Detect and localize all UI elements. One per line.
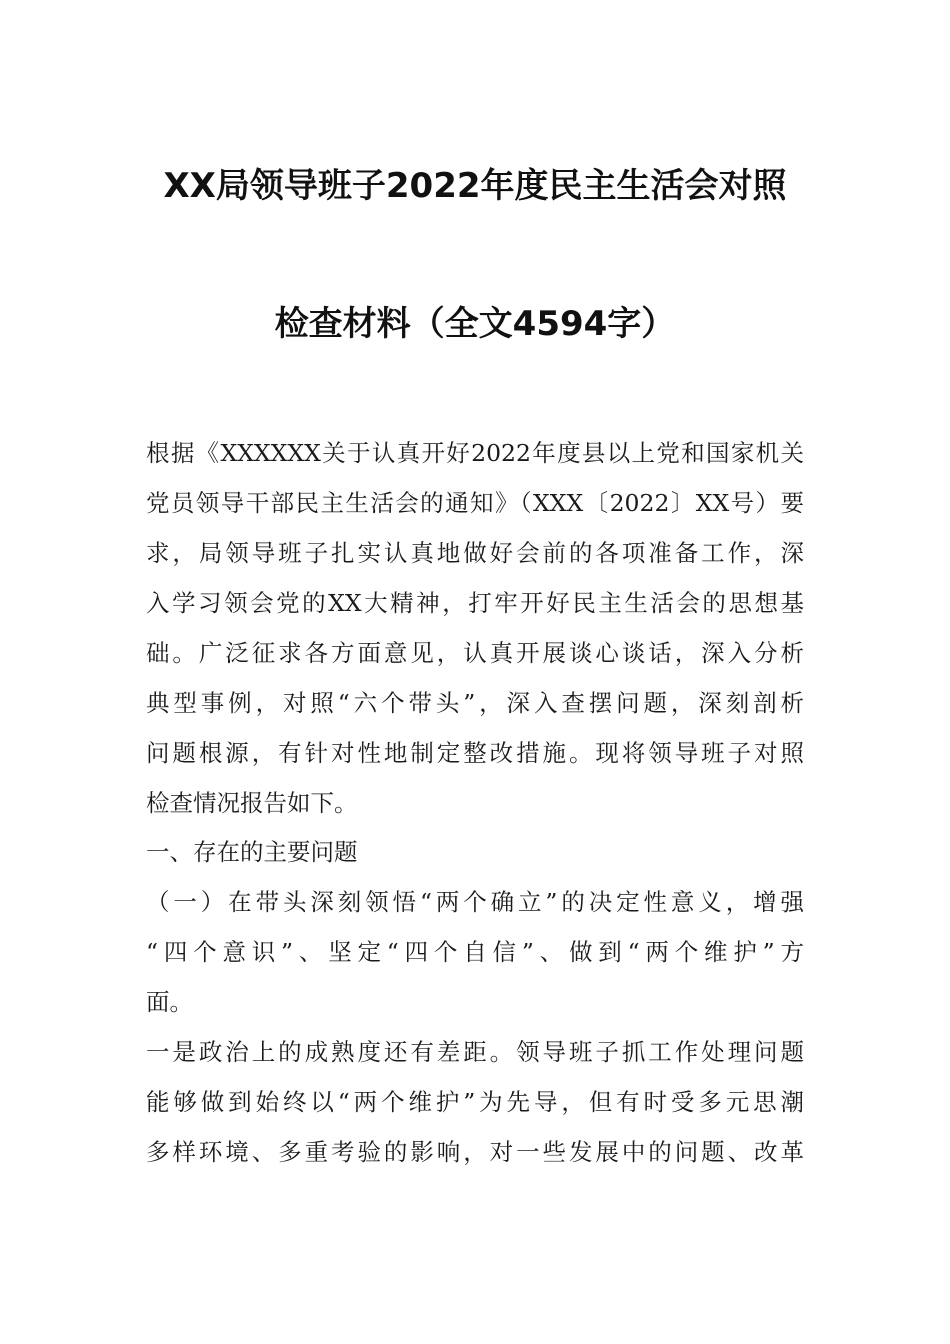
body-line: 党员领导干部民主生活会的通知》（XXX〔2022〕XX号）要 <box>146 489 804 517</box>
section-heading: 一、存在的主要问题 <box>146 838 358 866</box>
document-title-line-2: 检查材料（全文4594字） <box>274 304 676 344</box>
body-line: 检查情况报告如下。 <box>146 789 358 817</box>
body-line: 根据《XXXXXX关于认真开好2022年度县以上党和国家机关 <box>146 439 804 467</box>
body-line: 多样环境、多重考验的影响，对一些发展中的问题、改革 <box>146 1138 804 1166</box>
body-line: 求，局领导班子扎实认真地做好会前的各项准备工作，深 <box>146 539 804 567</box>
body-line: 问题根源，有针对性地制定整改措施。现将领导班子对照 <box>146 739 804 767</box>
subsection-heading: 面。 <box>146 988 193 1016</box>
subsection-heading: “四个意识”、坚定“四个自信”、做到“两个维护”方 <box>146 938 804 966</box>
document-title-line-1: XX局领导班子2022年度民主生活会对照 <box>163 166 787 206</box>
body-line: 典型事例，对照“六个带头”，深入查摆问题，深刻剖析 <box>146 689 804 717</box>
subsection-heading: （一）在带头深刻领悟“两个确立”的决定性意义，增强 <box>146 888 804 916</box>
body-line: 础。广泛征求各方面意见，认真开展谈心谈话，深入分析 <box>146 639 804 667</box>
body-line: 入学习领会党的XX大精神，打牢开好民主生活会的思想基 <box>146 589 804 617</box>
body-line: 一是政治上的成熟度还有差距。领导班子抓工作处理问题 <box>146 1038 804 1066</box>
body-line: 能够做到始终以“两个维护”为先导，但有时受多元思潮 <box>146 1088 804 1116</box>
